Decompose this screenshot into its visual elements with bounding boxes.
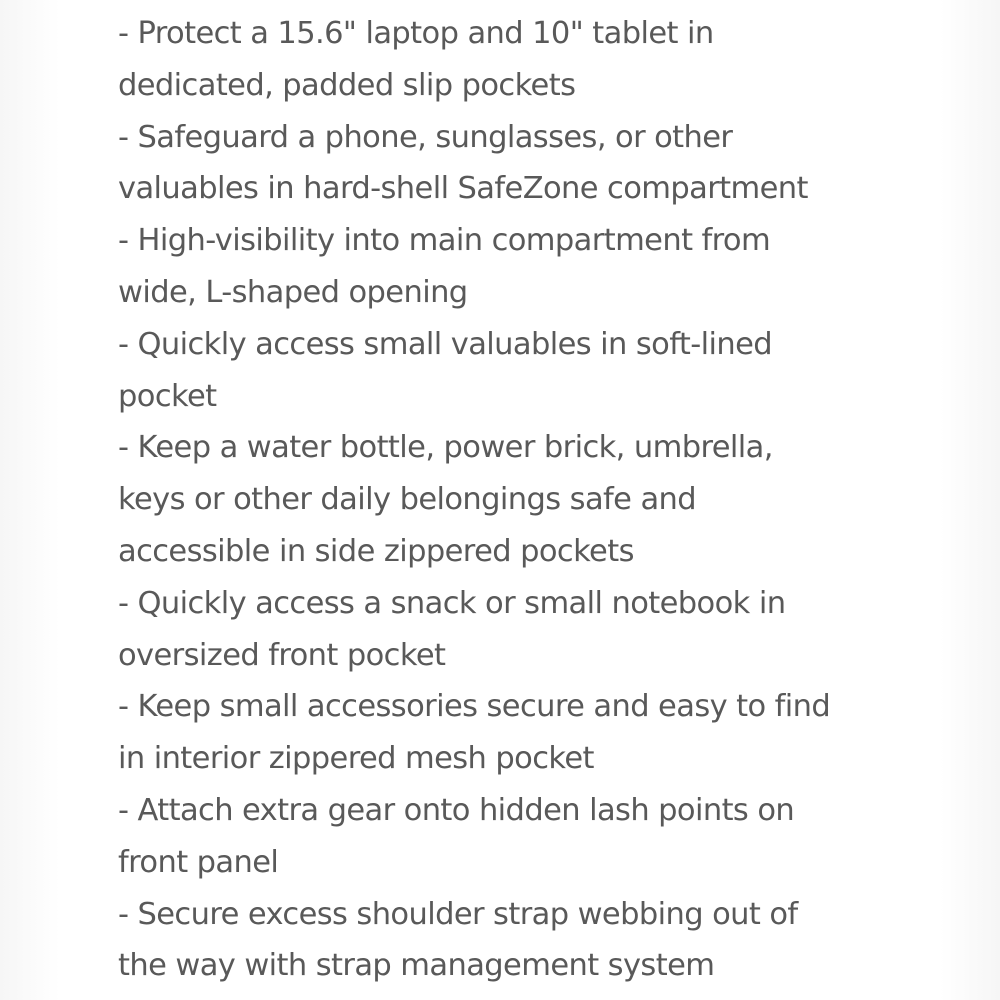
feature-line: - Safeguard a phone, sunglasses, or other [118, 119, 733, 155]
feature-list [118, 8, 878, 992]
feature-line: keys or other daily belongings safe and [118, 482, 697, 518]
feature-line: wide, L-shaped opening [118, 274, 468, 310]
feature-line: dedicated, padded slip pockets [118, 67, 576, 103]
feature-line: front panel [118, 844, 279, 880]
feature-line: - Quickly access small valuables in soft-lined [118, 326, 773, 362]
feature-line: oversized front pocket [118, 637, 446, 673]
feature-line: accessible in side zippered pockets [118, 533, 634, 569]
feature-line: in interior zippered mesh pocket [118, 741, 594, 777]
feature-line: - Secure excess shoulder strap webbing out of [118, 896, 798, 932]
feature-line: the way with strap management system [118, 948, 715, 984]
feature-line: pocket [118, 378, 217, 414]
feature-line: - High-visibility into main compartment from [118, 223, 771, 259]
feature-line: - Quickly access a snack or small notebook in [118, 585, 786, 621]
feature-line: valuables in hard-shell SafeZone compartment [118, 171, 808, 207]
feature-line: - Protect a 15.6" laptop and 10" tablet in [118, 16, 714, 51]
feature-line: - Attach extra gear onto hidden lash points on [118, 792, 795, 828]
feature-line: - Keep a water bottle, power brick, umbrella, [118, 430, 773, 466]
feature-line: - Keep small accessories secure and easy to find [118, 689, 831, 725]
